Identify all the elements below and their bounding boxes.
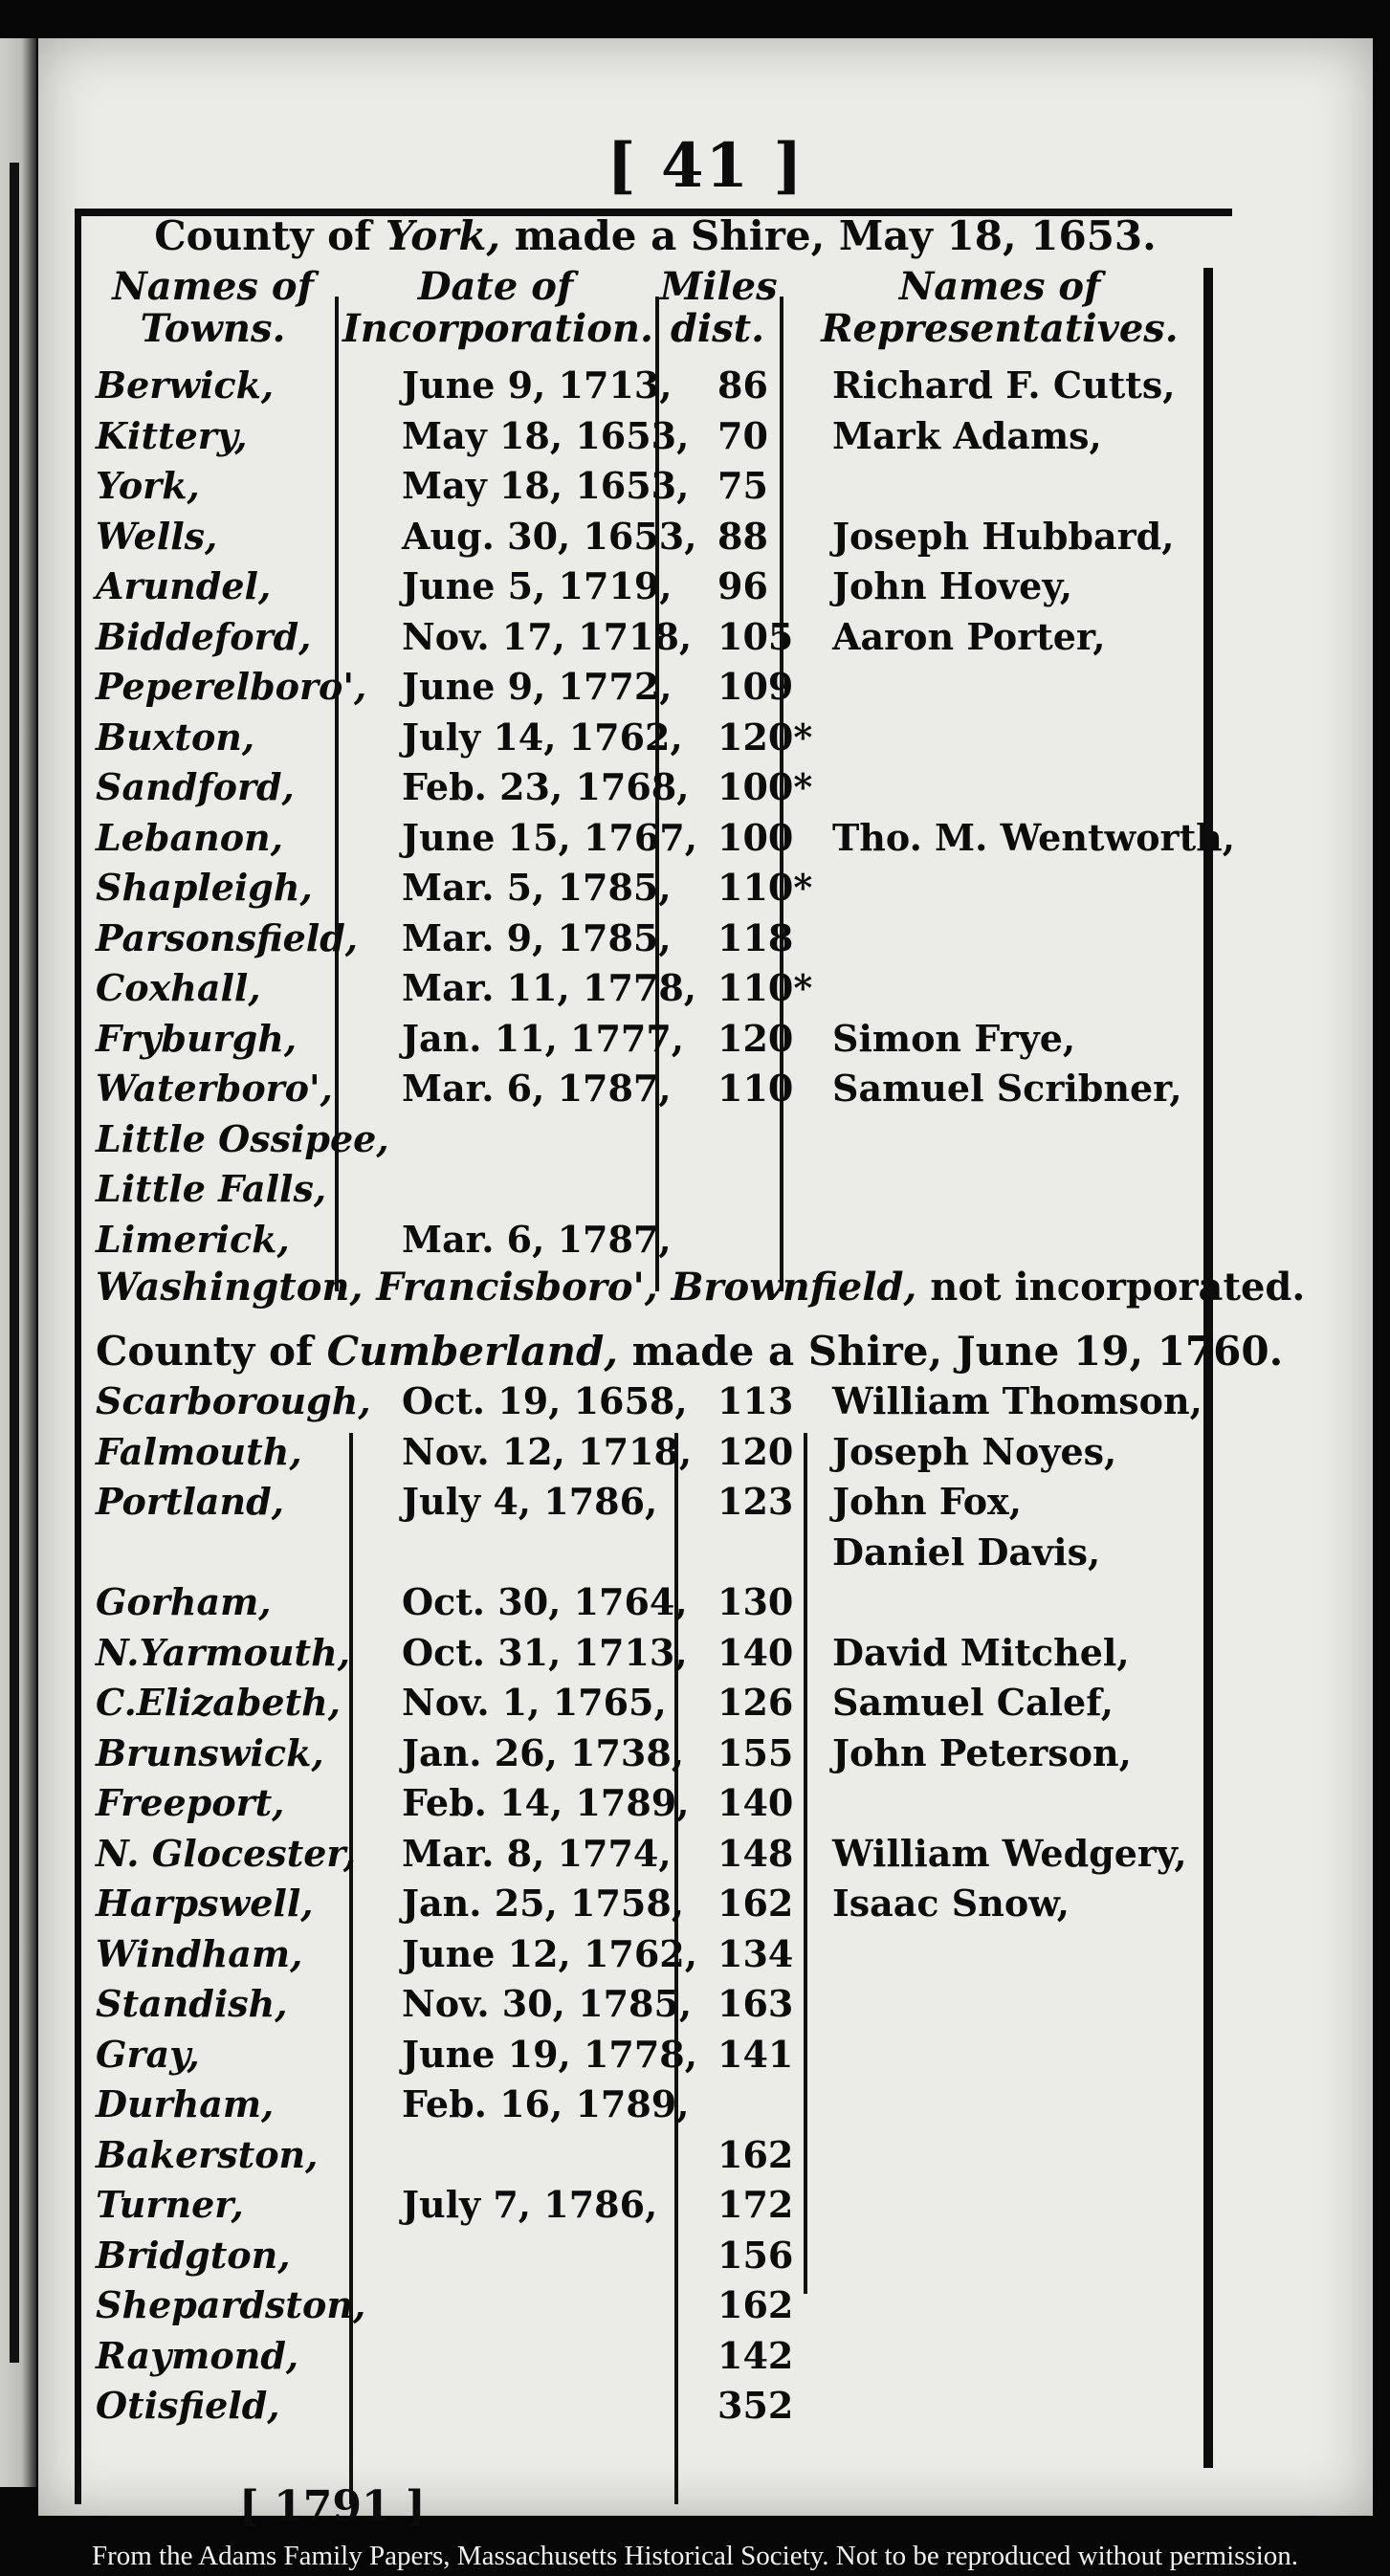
representative-name: John Hovey, [832,564,1072,607]
incorporation-date: Oct. 30, 1764, [402,1580,688,1623]
table-row [96,2384,1215,2428]
york-heading-prefix: County of [154,212,372,259]
incorporation-date: Mar. 6, 1787, [402,1067,672,1110]
incorporation-date: Mar. 9, 1785, [402,915,672,959]
table-row [96,515,1215,559]
representative-name: Tho. M. Wentworth, [832,815,1235,859]
page-number: [ 41 ] [607,130,805,202]
incorporation-date: Jan. 11, 1777, [402,1016,685,1060]
incorporation-date: Mar. 5, 1785, [402,866,672,909]
table-row [96,1882,1215,1926]
incorporation-date: June 9, 1713, [402,363,673,407]
table-row [96,1530,1215,1574]
miles-distance: 155 [717,1730,794,1774]
miles-distance: 75 [717,464,768,507]
york-heading-suffix: made a Shire, May 18, 1653. [514,212,1157,259]
miles-distance: 156 [717,2233,794,2277]
table-row [96,966,1215,1010]
town-name: Buxton, [96,715,255,759]
incorporation-date: Jan. 26, 1738, [402,1730,685,1774]
representative-name: Isaac Snow, [832,1882,1070,1925]
miles-distance: 148 [717,1831,794,1875]
miles-distance: 123 [717,1480,794,1523]
table-row [96,1781,1215,1825]
table-row [96,1067,1215,1111]
table-row [96,564,1215,608]
representative-name: William Wedgery, [832,1831,1187,1875]
table-row [96,1480,1215,1524]
header-representatives: Names of Representatives. [821,264,1179,351]
table-row [96,1167,1215,1211]
town-name: Bakerston, [96,2132,319,2176]
town-name: Kittery, [96,413,248,457]
cumberland-heading-name: Cumberland, [326,1328,618,1375]
header-miles: Miles dist. [660,264,778,351]
town-name: N. Glocester, [96,1831,356,1875]
archive-footer: From the Adams Family Papers, Massachusetts Historical Society. Not to be reproduced without permission. [91,2541,1299,2571]
table-row [96,1631,1215,1675]
miles-distance: 126 [717,1681,794,1724]
representative-name: Joseph Noyes, [832,1429,1117,1473]
town-name: Wells, [96,514,218,558]
table-row [96,1681,1215,1725]
representative-name: David Mitchel, [832,1630,1130,1674]
town-name: Brunswick, [96,1730,324,1774]
miles-distance: 120 [717,1429,794,1473]
table-row [96,363,1215,407]
incorporation-date: July 14, 1762, [402,715,683,759]
town-name: Otisfield, [96,2384,280,2427]
bottom-page-mark: [ 1791 ] [239,2482,426,2531]
york-county-heading [96,212,1215,259]
table-row [96,1117,1215,1161]
town-name: Harpswell, [96,1882,314,1925]
incorporation-date: Nov. 1, 1765, [402,1681,667,1724]
incorporation-date: Feb. 23, 1768, [402,765,690,808]
town-name: Standish, [96,1982,288,2025]
town-name: Turner, [96,2183,244,2226]
miles-distance: 172 [717,2183,794,2226]
not-incorporated-towns: Washington, Francisboro', Brownfield, [96,1265,917,1310]
representative-name: Samuel Calef, [832,1681,1114,1724]
miles-distance: 140 [717,1630,794,1674]
representative-name: Daniel Davis, [832,1530,1101,1574]
table-row [96,1580,1215,1624]
incorporation-date: Oct. 19, 1658, [402,1379,688,1422]
representative-name: Mark Adams, [832,413,1102,457]
not-incorporated-note [96,1265,1306,1310]
town-name: Arundel, [96,564,272,607]
incorporation-date: July 4, 1786, [402,1480,658,1523]
table-row [96,2283,1215,2327]
representative-name: Samuel Scribner, [832,1067,1182,1110]
representative-name: John Fox, [832,1480,1022,1523]
table-row [96,1430,1215,1474]
incorporation-date: May 18, 1653, [402,464,690,507]
miles-distance: 110* [717,866,813,909]
table-left-rule [75,209,81,2504]
header-towns: Names of Towns. [112,264,314,351]
table-row [96,2234,1215,2278]
incorporation-date: June 19, 1778, [402,2032,697,2076]
town-name: Lebanon, [96,815,283,859]
town-name: N.Yarmouth, [96,1630,350,1674]
town-name: Sandford, [96,765,295,808]
miles-distance: 113 [717,1379,794,1422]
miles-distance: 352 [717,2384,794,2427]
table-row [96,1379,1215,1423]
incorporation-date: Jan. 25, 1758, [402,1882,685,1925]
miles-distance: 130 [717,1580,794,1623]
york-heading-name: York, [385,212,501,259]
incorporation-date: Nov. 30, 1785, [402,1982,693,2025]
miles-distance: 109 [717,665,794,708]
table-row [96,2082,1215,2126]
not-incorporated-status: not incorporated. [930,1265,1306,1310]
miles-distance: 142 [717,2333,794,2377]
miles-distance: 88 [717,514,768,558]
miles-distance: 100* [717,765,813,808]
miles-distance: 141 [717,2032,794,2076]
town-name: Freeport, [96,1781,285,1824]
table-row [96,2033,1215,2077]
representative-name: Richard F. Cutts, [832,363,1176,407]
incorporation-date: Feb. 14, 1789, [402,1781,690,1824]
miles-distance: 162 [717,1882,794,1925]
representative-name: Simon Frye, [832,1016,1076,1060]
table-row [96,665,1215,709]
town-name: Shapleigh, [96,866,313,909]
town-name: C.Elizabeth, [96,1681,341,1724]
town-name: Parsonsfield, [96,915,358,959]
miles-distance: 120* [717,715,813,759]
table-row [96,464,1215,508]
table-row [96,866,1215,910]
incorporation-date: Feb. 16, 1789, [402,2082,690,2125]
incorporation-date: June 9, 1772, [402,665,673,708]
miles-distance: 70 [717,413,768,457]
table-row [96,615,1215,659]
town-name: Raymond, [96,2333,299,2377]
miles-distance: 134 [717,1931,794,1975]
town-name: Scarborough, [96,1379,371,1422]
town-name: Bridgton, [96,2233,291,2277]
table-row [96,1832,1215,1876]
miles-distance: 118 [717,915,794,959]
incorporation-date: Mar. 11, 1778, [402,966,697,1009]
header-incorporation: Date of Incorporation. [342,264,653,351]
incorporation-date: May 18, 1653, [402,413,690,457]
town-name: Peperelboro', [96,665,367,708]
table-row [96,916,1215,960]
representative-name: William Thomson, [832,1379,1202,1422]
town-name: Little Falls, [96,1167,327,1210]
miles-distance: 162 [717,2132,794,2176]
miles-distance: 110* [717,966,813,1009]
incorporation-date: Oct. 31, 1713, [402,1630,688,1674]
table-row [96,1218,1215,1262]
incorporation-date: Nov. 12, 1718, [402,1429,693,1473]
town-name: Falmouth, [96,1429,302,1473]
cumberland-county-heading [96,1328,1284,1375]
town-name: York, [96,464,200,507]
miles-distance: 96 [717,564,768,607]
register-page [38,38,1373,2531]
table-row [96,1731,1215,1775]
incorporation-date: Mar. 6, 1787, [402,1217,672,1261]
miles-distance: 120 [717,1016,794,1060]
table-row [96,1982,1215,2026]
town-name: Gorham, [96,1580,272,1623]
town-name: Portland, [96,1480,284,1523]
table-row [96,716,1215,760]
incorporation-date: Nov. 17, 1718, [402,614,693,658]
miles-distance: 163 [717,1982,794,2025]
table-row [96,414,1215,458]
miles-distance: 162 [717,2283,794,2326]
miles-distance: 86 [717,363,768,407]
adjacent-page-edge [0,38,36,2487]
town-name: Coxhall, [96,966,261,1009]
cumberland-heading-prefix: County of [96,1328,314,1375]
table-row [96,765,1215,809]
town-name: Windham, [96,1931,303,1975]
incorporation-date: Aug. 30, 1653, [402,514,697,558]
incorporation-date: Mar. 8, 1774, [402,1831,672,1875]
town-name: Berwick, [96,363,275,407]
miles-distance: 140 [717,1781,794,1824]
incorporation-date: June 12, 1762, [402,1931,697,1975]
town-name: Waterboro', [96,1067,333,1110]
town-name: Fryburgh, [96,1016,298,1060]
town-name: Durham, [96,2082,275,2125]
incorporation-date: July 7, 1786, [402,2183,658,2226]
town-name: Biddeford, [96,614,312,658]
miles-distance: 100 [717,815,794,859]
town-name: Shepardston, [96,2283,366,2326]
representative-name: Joseph Hubbard, [832,514,1175,558]
incorporation-date: June 15, 1767, [402,815,697,859]
miles-distance: 105 [717,614,794,658]
incorporation-date: June 5, 1719, [402,564,673,607]
table-row [96,815,1235,860]
table-row [96,2183,1215,2227]
table-row [96,1932,1215,1976]
representative-name: Aaron Porter, [832,614,1106,658]
town-name: Limerick, [96,1217,290,1261]
representative-name: John Peterson, [832,1730,1132,1774]
miles-distance: 110 [717,1067,794,1110]
table-row [96,2133,1215,2177]
table-row [96,1017,1215,1061]
town-name: Little Ossipee, [96,1116,389,1160]
cumberland-heading-suffix: made a Shire, June 19, 1760. [631,1328,1284,1375]
town-name: Gray, [96,2032,200,2076]
table-row [96,2334,1215,2378]
